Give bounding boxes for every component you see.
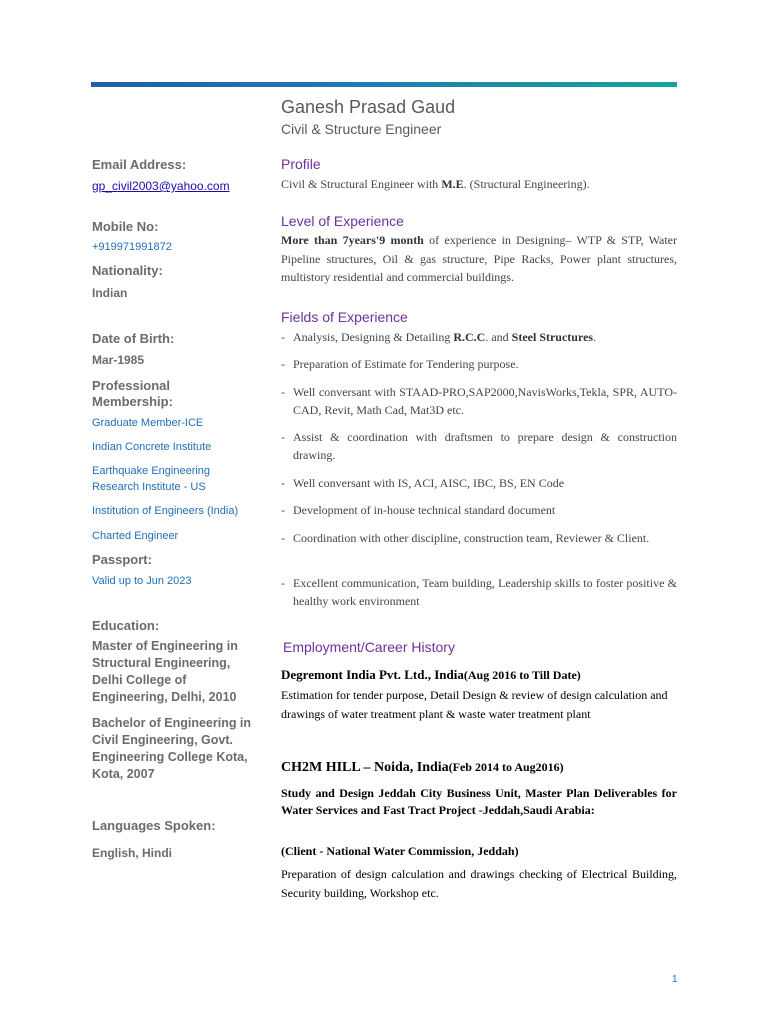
experience-duration: More than 7years'9 month bbox=[281, 233, 424, 247]
fields-item1-post: . bbox=[593, 330, 597, 344]
nationality-value: Indian bbox=[92, 286, 128, 300]
profile-text-post: . (Structural Engineering). bbox=[463, 177, 590, 191]
mobile-value: +919971991872 bbox=[92, 241, 172, 253]
mobile-label: Mobile No: bbox=[92, 219, 159, 234]
fields-item-text: Preparation of Estimate for Tendering purpose. bbox=[293, 357, 519, 371]
passport-label: Passport: bbox=[92, 552, 152, 567]
fields-item1-rcc: R.C.C bbox=[453, 330, 486, 344]
membership-item: Charted Engineer bbox=[92, 530, 179, 542]
job-company: CH2M HILL – Noida, India bbox=[281, 760, 449, 775]
membership-item: Earthquake Engineering Research Institute - US bbox=[92, 465, 211, 493]
fields-item-text: Assist & coordination with draftsmen to prepare design & construction drawing. bbox=[293, 430, 677, 462]
languages-label: Languages Spoken: bbox=[92, 818, 216, 833]
fields-item: - Development of in-house technical standard document bbox=[281, 501, 677, 519]
candidate-name: Ganesh Prasad Gaud bbox=[281, 97, 456, 117]
job-project: Study and Design Jeddah City Business Unit, Master Plan Deliverables for Water Services and Fast Tract Project -Jeddah,Saudi Arabia: bbox=[281, 786, 677, 817]
profile-heading: Profile bbox=[281, 156, 321, 172]
fields-item1-steel: Steel Structures bbox=[511, 330, 594, 344]
job-period: (Feb 2014 to Aug2016) bbox=[448, 760, 564, 774]
fields-item1-pre: Analysis, Designing & Detailing bbox=[293, 330, 454, 344]
job-header bbox=[281, 667, 581, 683]
email-link[interactable]: gp_civil2003@yahoo.com bbox=[92, 179, 230, 193]
job-client: (Client - National Water Commission, Jeddah) bbox=[281, 844, 519, 858]
profile-degree: M.E bbox=[441, 177, 464, 191]
header-rule bbox=[91, 82, 677, 87]
education-label: Education: bbox=[92, 618, 160, 633]
membership-item: Indian Concrete Institute bbox=[92, 441, 212, 453]
fields-item1-mid: . and bbox=[485, 330, 512, 344]
email-label: Email Address: bbox=[92, 157, 187, 172]
fields-item-text: Coordination with other discipline, construction team, Reviewer & Client. bbox=[293, 531, 650, 545]
fields-item-text: Well conversant with STAAD-PRO,SAP2000,NavisWorks,Tekla, SPR, AUTO-CAD, Revit, Math Cad, Mat3D etc. bbox=[293, 385, 677, 417]
fields-item-text: Development of in-house technical standard document bbox=[293, 503, 556, 517]
fields-item: - Analysis, Designing & Detailing R.C.C. and Steel Structures. bbox=[281, 330, 597, 344]
profile-text bbox=[281, 175, 677, 194]
page-number: 1 bbox=[672, 974, 678, 985]
experience-heading: Level of Experience bbox=[281, 213, 404, 229]
nationality-label: Nationality: bbox=[92, 263, 163, 278]
job-period: (Aug 2016 to Till Date) bbox=[463, 668, 581, 682]
dob-label: Date of Birth: bbox=[92, 331, 175, 346]
membership-item: Graduate Member-ICE bbox=[92, 417, 204, 429]
candidate-title: Civil & Structure Engineer bbox=[281, 121, 442, 137]
education-item: Master of Engineering in Structural Engineering, Delhi College of Engineering, Delhi, 2010 bbox=[92, 639, 238, 704]
job-description: Preparation of design calculation and drawings checking of Electrical Building, Security building, Workshop etc. bbox=[281, 867, 677, 900]
fields-heading: Fields of Experience bbox=[281, 309, 408, 325]
experience-text bbox=[281, 231, 677, 287]
education-item: Bachelor of Engineering in Civil Engineering, Govt. Engineering College Kota, Kota, 2007 bbox=[92, 716, 252, 781]
job-description: Estimation for tender purpose, Detail Design & review of design calculation and drawings of water treatment plant & waste water treatment plant bbox=[281, 688, 668, 721]
membership-label: Professional Membership: bbox=[92, 378, 173, 409]
fields-item: - Well conversant with IS, ACI, AISC, IBC, BS, EN Code bbox=[281, 474, 677, 492]
membership-item: Institution of Engineers (India) bbox=[92, 505, 239, 517]
profile-text-pre: Civil & Structural Engineer with bbox=[281, 177, 442, 191]
email-link-wrap bbox=[92, 178, 230, 194]
fields-item: - Coordination with other discipline, construction team, Reviewer & Client. bbox=[281, 529, 677, 547]
fields-item: - Preparation of Estimate for Tendering purpose. bbox=[281, 355, 677, 373]
job-header bbox=[281, 760, 564, 776]
dob-value: Mar-1985 bbox=[92, 353, 145, 367]
fields-item: - Assist & coordination with draftsmen to prepare design & construction drawing. bbox=[281, 430, 677, 462]
passport-value: Valid up to Jun 2023 bbox=[92, 575, 192, 587]
fields-item-text: Excellent communication, Team building, Leadership skills to foster positive & healthy work environment bbox=[293, 576, 677, 608]
fields-item: - Well conversant with STAAD-PRO,SAP2000,NavisWorks,Tekla, SPR, AUTO-CAD, Revit, Math Cad, Mat3D etc. bbox=[281, 385, 677, 417]
fields-item: - Excellent communication, Team building, Leadership skills to foster positive & healthy work environment bbox=[281, 576, 677, 608]
job-company: Degremont India Pvt. Ltd., India bbox=[281, 667, 464, 682]
experience-body: of experience in Designing– WTP & STP, Water Pipeline structures, Oil & gas structure, Pipe Racks, Power plant structures, multistory residential and commercial buildings. bbox=[281, 233, 677, 284]
employment-heading: Employment/Career History bbox=[283, 639, 455, 655]
languages-value: English, Hindi bbox=[92, 846, 172, 860]
fields-item-text: Well conversant with IS, ACI, AISC, IBC, BS, EN Code bbox=[293, 476, 565, 490]
